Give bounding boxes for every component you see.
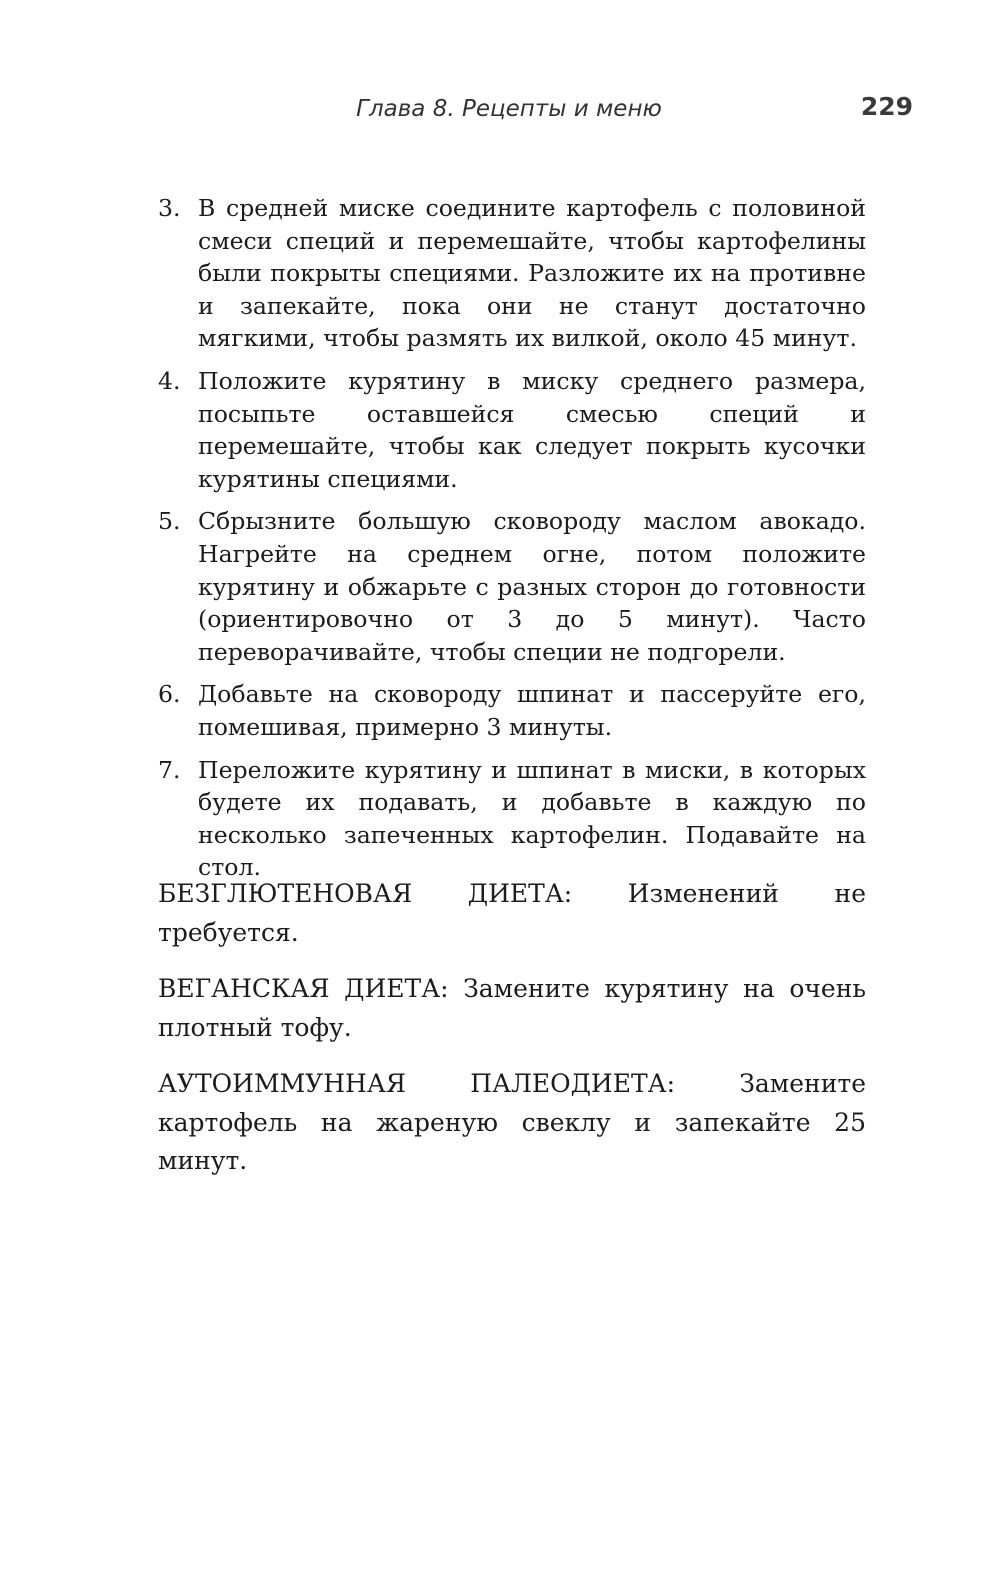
- recipe-step-5: [158, 505, 866, 668]
- recipe-step-3: [158, 192, 866, 355]
- diet-variations: [158, 875, 866, 1199]
- step-number: 5.: [158, 507, 181, 536]
- note-vegan: ВЕГАНСКАЯ ДИЕТА: Замените курятину на очень плотный тофу.: [158, 974, 866, 1042]
- page-number: 229: [860, 92, 913, 121]
- step-text: Добавьте на сковороду шпинат и пассеруйте его, помешивая, примерно 3 минуты.: [198, 680, 866, 741]
- note-autoimmune-paleo: АУТОИММУННАЯ ПАЛЕОДИЕТА: Замените картофель на жареную свеклу и запекайте 25 минут.: [158, 1069, 866, 1175]
- recipe-step-6: [158, 678, 866, 743]
- step-text: Положите курятину в миску среднего размера, посыпьте оставшейся смесью специй и перемешайте, чтобы как следует покрыть кусочки курятины специями.: [198, 366, 866, 493]
- recipe-step-7: [158, 754, 866, 884]
- step-number: 7.: [158, 755, 181, 784]
- step-text: Сбрызните большую сковороду маслом авокадо. Нагрейте на среднем огне, потом положите курятину и обжарьте с разных сторон до готовности (ориентировочно от 3 до 5 минут). Часто переворачивайте, чтобы специи не подгорели.: [198, 507, 866, 666]
- chapter-title: Глава 8. Рецепты и меню: [356, 96, 662, 122]
- note-gluten-free: БЕЗГЛЮТЕНОВАЯ ДИЕТА: Изменений не требуется.: [158, 879, 866, 947]
- running-head: [0, 92, 1000, 128]
- step-text: В средней миске соедините картофель с половиной смеси специй и перемешайте, чтобы картофелины были покрыты специями. Разложите их на противне и запекайте, пока они не станут достаточно мягкими, чтобы размять их вилкой, около 45 минут.: [198, 194, 866, 353]
- step-number: 3.: [158, 194, 181, 222]
- step-text: Переложите курятину и шпинат в миски, в которых будете их подавать, и добавьте в каждую по несколько запеченных картофелин. Подавайте на стол.: [198, 755, 866, 882]
- recipe-step-4: [158, 365, 866, 495]
- step-number: 4.: [158, 366, 181, 395]
- step-number: 6.: [158, 680, 181, 709]
- recipe-steps: [158, 192, 866, 894]
